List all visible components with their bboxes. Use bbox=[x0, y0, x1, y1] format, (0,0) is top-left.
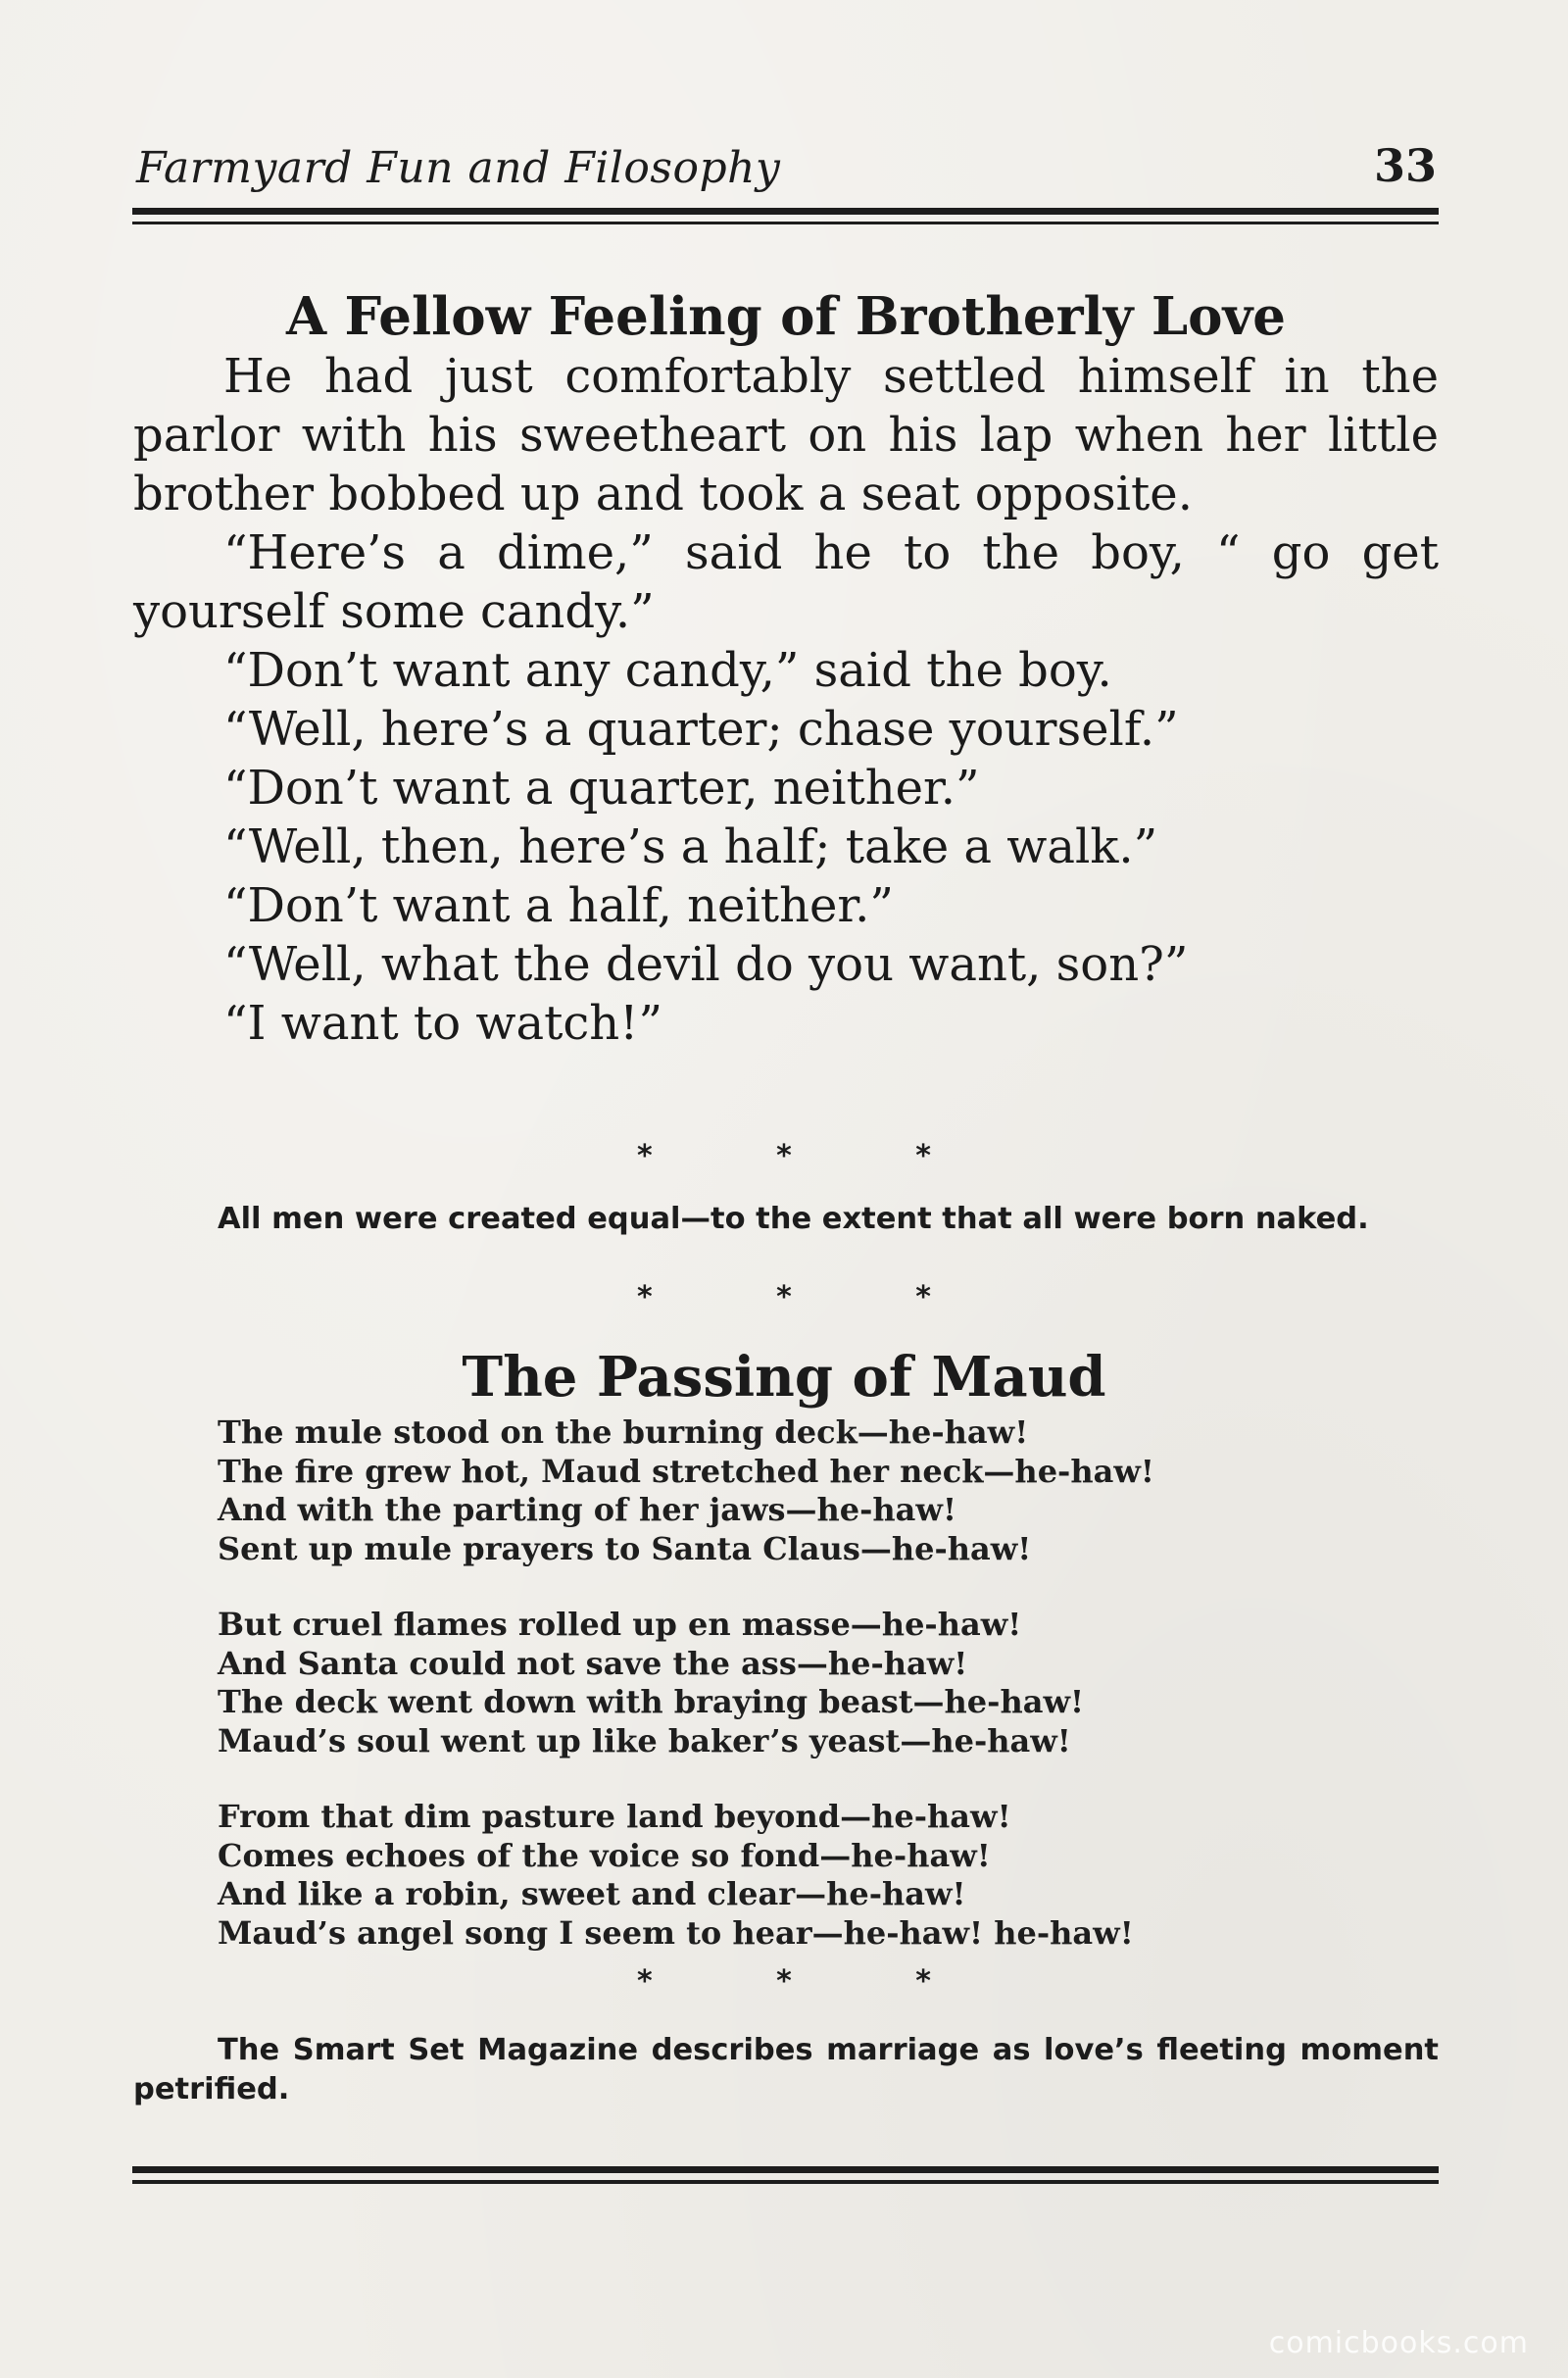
poem-line: The fire grew hot, Maud stretched her neck—he-haw! bbox=[218, 1452, 1154, 1490]
poem-line: And with the parting of her jaws—he-haw! bbox=[218, 1491, 956, 1528]
poem-line: Maud’s angel song I seem to hear—he-haw! he-haw! bbox=[218, 1913, 1134, 1952]
joke-paragraph: All men were created equal—to the extent that all were born naked. bbox=[218, 1202, 1369, 1236]
footer-rule-thin bbox=[132, 2180, 1439, 2184]
poem-line: Maud’s soul went up like baker’s yeast—he-haw! bbox=[218, 1721, 1071, 1759]
story-paragraph: “Well, then, here’s a half; take a walk.” bbox=[223, 819, 1158, 874]
poem-stanza bbox=[218, 1413, 1394, 1568]
section-ornament: * * * bbox=[637, 1964, 988, 1999]
footer-rule-thick bbox=[132, 2166, 1439, 2173]
story-paragraph: “Here’s a dime,” said he to the boy, “ go get yourself some candy.” bbox=[133, 525, 1439, 639]
page-header bbox=[132, 137, 1439, 196]
story-paragraph: “I want to watch!” bbox=[223, 996, 662, 1051]
poem-line: The deck went down with braying beast—he-haw! bbox=[218, 1683, 1085, 1720]
story-paragraph: “Well, here’s a quarter; chase yourself.” bbox=[223, 702, 1179, 757]
story-paragraph: “Don’t want any candy,” said the boy. bbox=[223, 643, 1112, 698]
header-rule-thick bbox=[132, 208, 1439, 215]
story-paragraph: “Well, what the devil do you want, son?” bbox=[223, 937, 1189, 992]
joke-paragraph: The Smart Set Magazine describes marriage as love’s fleeting moment petrified. bbox=[133, 2033, 1439, 2106]
story-paragraph: He had just comfortably settled himself in the parlor with his sweetheart on his lap when her little brother bobbed up and took a seat opposite. bbox=[133, 349, 1439, 521]
watermark: comicbooks.com bbox=[1268, 2326, 1529, 2360]
section-ornament: * * * bbox=[637, 1139, 988, 1173]
poem-line: But cruel flames rolled up en masse—he-haw! bbox=[218, 1606, 1022, 1643]
poem-line: Sent up mule prayers to Santa Claus—he-haw! bbox=[218, 1529, 1032, 1567]
story-paragraph: “Don’t want a quarter, neither.” bbox=[223, 761, 980, 816]
poem-line: And Santa could not save the ass—he-haw! bbox=[218, 1644, 968, 1682]
poem-stanza bbox=[218, 1798, 1394, 1953]
poem-line: From that dim pasture land beyond—he-haw! bbox=[218, 1798, 1011, 1835]
poem-line: Comes echoes of the voice so fond—he-haw! bbox=[218, 1836, 991, 1874]
story-section bbox=[133, 286, 1439, 1053]
poem-stanza bbox=[218, 1606, 1394, 1760]
section-ornament: * * * bbox=[637, 1280, 988, 1314]
running-title: Farmyard Fun and Filosophy bbox=[136, 143, 781, 193]
page-number: 33 bbox=[1373, 139, 1437, 192]
story-title: A Fellow Feeling of Brotherly Love bbox=[285, 286, 1287, 347]
poem-line: The mule stood on the burning deck—he-haw! bbox=[218, 1413, 1029, 1451]
header-rule-thin bbox=[132, 222, 1439, 224]
poem-line: And like a robin, sweet and clear—he-haw! bbox=[218, 1875, 966, 1912]
poem-title: The Passing of Maud bbox=[462, 1345, 1106, 1410]
story-paragraph: “Don’t want a half, neither.” bbox=[223, 878, 894, 933]
